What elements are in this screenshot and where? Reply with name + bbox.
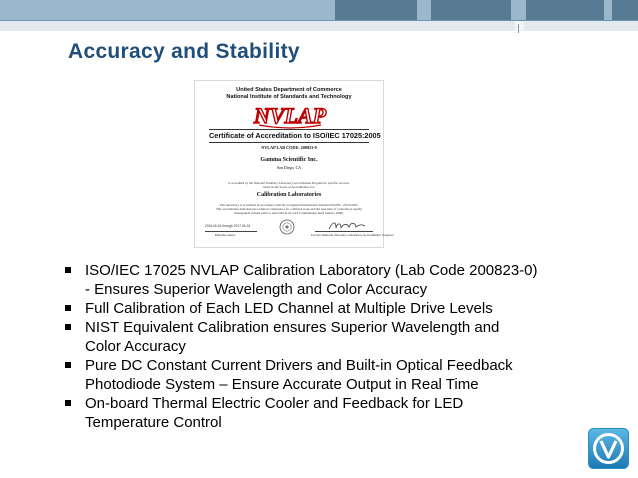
bullet-square-icon <box>65 305 71 311</box>
list-item <box>64 261 538 299</box>
list-item <box>64 299 538 318</box>
subband-tile <box>0 21 515 31</box>
bullet-text: Full Calibration of Each LED Channel at Multiple Drive Levels <box>85 300 493 317</box>
list-item <box>64 356 538 394</box>
header-subband <box>0 21 638 31</box>
cert-date-rule <box>205 231 257 232</box>
cert-signer-label: For the National Voluntary Laboratory Accreditation Program <box>311 233 394 237</box>
cert-heading: Certificate of Accreditation to ISO/IEC 17025:2005 <box>209 129 369 143</box>
company-logo-icon <box>588 428 629 469</box>
header-band <box>0 0 638 20</box>
cert-city: San Diego, CA <box>276 165 302 170</box>
cert-body-line3: management system (refer to joint ISO-ILAC-IAF Communiqué dated January 2009). <box>234 211 344 215</box>
header-tile <box>526 0 604 20</box>
bullet-square-icon <box>65 362 71 368</box>
bullet-text: On-board Thermal Electric Cooler and Feedback for LED Temperature Control <box>85 395 464 431</box>
cert-issuer-line1: United States Department of Commerce <box>236 87 342 93</box>
cert-lab-code: NVLAP LAB CODE: 200823-0 <box>261 145 317 150</box>
header-tile <box>335 0 417 20</box>
cert-accredited-line2: listed on the Scope of Accreditation, for: <box>263 185 315 189</box>
cert-body-line1: This laboratory is accredited in accordance with the recognized International Standard ISO/IEC 17025:2005. <box>219 203 359 207</box>
bullet-text: Pure DC Constant Current Drivers and Built-in Optical Feedback Photodiode System – Ensure Accurate Output in Real Time <box>85 357 513 393</box>
nvlap-logo-text: NVLAP <box>253 103 327 128</box>
cert-dates: 2016-06-16 through 2017-06-15 <box>205 224 251 228</box>
nvlap-logo <box>251 101 329 129</box>
cert-effective-label: Effective dates <box>215 233 236 237</box>
cert-field: Calibration Laboratories <box>256 192 322 198</box>
slide-title: Accuracy and Stability <box>68 40 300 63</box>
list-item <box>64 394 538 432</box>
bullet-text: ISO/IEC 17025 NVLAP Calibration Laboratory (Lab Code 200823-0) - Ensures Superior Wavelength and Color Accuracy <box>85 262 538 298</box>
bullet-square-icon <box>65 324 71 330</box>
cert-signature-rule <box>315 231 373 232</box>
cert-organization: Gamma Scientific Inc. <box>260 157 318 163</box>
cert-issuer-line2: National Institute of Standards and Technology <box>226 94 352 100</box>
header-tile <box>612 0 638 20</box>
bullet-square-icon <box>65 267 71 273</box>
feature-bullet-list <box>64 261 538 432</box>
header-separator <box>518 24 519 33</box>
cert-accredited-line1: is accredited by the National Voluntary Laboratory Accreditation Program for specific services, <box>228 181 350 185</box>
accreditation-certificate-image <box>194 80 394 248</box>
list-item <box>64 318 538 356</box>
cert-body-line2: This accreditation demonstrates technical competence for a defined scope and the operation of a laboratory quality <box>215 207 363 211</box>
bullet-square-icon <box>65 400 71 406</box>
subband-tile <box>524 21 638 31</box>
bullet-text: NIST Equivalent Calibration ensures Superior Wavelength and Color Accuracy <box>85 319 500 355</box>
commerce-seal-icon <box>279 219 295 235</box>
header-tile <box>431 0 511 20</box>
